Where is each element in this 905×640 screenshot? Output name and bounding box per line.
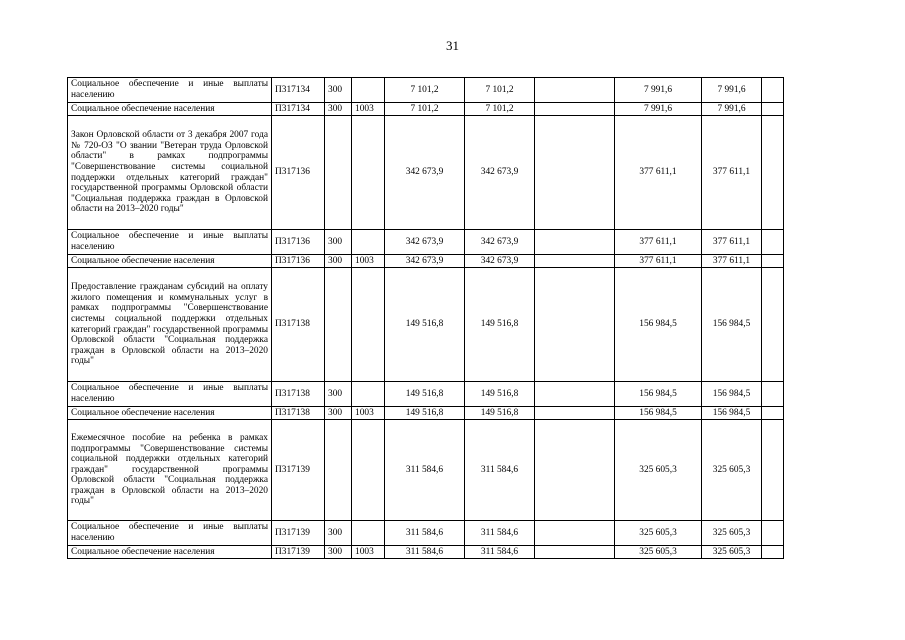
section-code-cell [352,78,385,103]
amount-cell-2: 7 101,2 [465,103,535,116]
target-article-code-cell: П317134 [272,103,325,116]
section-code-cell: 1003 [352,546,385,559]
amount-cell-3 [535,230,615,255]
amount-cell-1: 342 673,9 [385,255,465,268]
amount-cell-5: 7 991,6 [702,78,762,103]
target-article-code-cell: П317138 [272,407,325,420]
expense-type-cell [325,268,352,382]
section-code-cell: 1003 [352,103,385,116]
amount-cell-3 [535,407,615,420]
amount-cell-6 [762,521,784,546]
item-name-cell: Социальное обеспечение населения [68,546,272,559]
target-article-code-cell: П317139 [272,546,325,559]
amount-cell-6 [762,78,784,103]
amount-cell-5: 325 605,3 [702,546,762,559]
amount-cell-2: 311 584,6 [465,521,535,546]
expense-type-cell: 300 [325,230,352,255]
table-row [68,268,784,382]
amount-cell-2: 149 516,8 [465,268,535,382]
amount-cell-2: 342 673,9 [465,230,535,255]
item-name-cell: Закон Орловской области от 3 декабря 2007 года № 720-ОЗ "О звании "Ветеран труда Орловской области" в рамках подпрограммы "Совершенствование системы социальной поддержки отдельных категорий граждан" государственной программы Орловской области "Социальная поддержка граждан в Орловской области на 2013–2020 годы" [68,116,272,230]
amount-cell-2: 342 673,9 [465,116,535,230]
amount-cell-1: 311 584,6 [385,546,465,559]
expense-type-cell: 300 [325,521,352,546]
expense-type-cell: 300 [325,382,352,407]
amount-cell-5: 325 605,3 [702,420,762,521]
section-code-cell [352,116,385,230]
amount-cell-5: 377 611,1 [702,255,762,268]
amount-cell-3 [535,103,615,116]
amount-cell-3 [535,382,615,407]
amount-cell-3 [535,255,615,268]
amount-cell-1: 311 584,6 [385,521,465,546]
amount-cell-4: 156 984,5 [615,268,702,382]
expense-type-cell [325,116,352,230]
amount-cell-4: 7 991,6 [615,103,702,116]
amount-cell-1: 342 673,9 [385,116,465,230]
amount-cell-4: 325 605,3 [615,546,702,559]
section-code-cell [352,268,385,382]
amount-cell-1: 342 673,9 [385,230,465,255]
table-row [68,407,784,420]
section-code-cell [352,230,385,255]
expense-type-cell: 300 [325,546,352,559]
amount-cell-2: 7 101,2 [465,78,535,103]
item-name-cell: Ежемесячное пособие на ребенка в рамках подпрограммы "Совершенствование системы социальной поддержки отдельных категорий граждан" государственной программы Орловской области "Социальная поддержка граждан в Орловской области на 2013–2020 годы" [68,420,272,521]
amount-cell-6 [762,103,784,116]
table-row [68,230,784,255]
table-row [68,521,784,546]
expense-type-cell: 300 [325,255,352,268]
table-row [68,78,784,103]
item-name-cell: Социальное обеспечение населения [68,255,272,268]
amount-cell-1: 311 584,6 [385,420,465,521]
amount-cell-1: 149 516,8 [385,382,465,407]
section-code-cell [352,521,385,546]
target-article-code-cell: П317134 [272,78,325,103]
item-name-cell: Социальное обеспечение и иные выплаты населению [68,78,272,103]
section-code-cell: 1003 [352,255,385,268]
expense-type-cell: 300 [325,78,352,103]
amount-cell-4: 156 984,5 [615,382,702,407]
target-article-code-cell: П317139 [272,420,325,521]
amount-cell-2: 149 516,8 [465,382,535,407]
amount-cell-5: 7 991,6 [702,103,762,116]
page-number: 31 [446,38,459,53]
amount-cell-4: 377 611,1 [615,255,702,268]
amount-cell-5: 156 984,5 [702,407,762,420]
amount-cell-3 [535,116,615,230]
amount-cell-6 [762,420,784,521]
amount-cell-4: 325 605,3 [615,420,702,521]
target-article-code-cell: П317139 [272,521,325,546]
amount-cell-3 [535,420,615,521]
table-row [68,255,784,268]
amount-cell-2: 311 584,6 [465,420,535,521]
section-code-cell: 1003 [352,407,385,420]
amount-cell-4: 377 611,1 [615,116,702,230]
section-code-cell [352,420,385,521]
amount-cell-3 [535,268,615,382]
item-name-cell: Социальное обеспечение и иные выплаты населению [68,382,272,407]
amount-cell-6 [762,255,784,268]
item-name-cell: Социальное обеспечение и иные выплаты населению [68,521,272,546]
target-article-code-cell: П317138 [272,268,325,382]
amount-cell-1: 7 101,2 [385,78,465,103]
amount-cell-4: 377 611,1 [615,230,702,255]
expense-type-cell: 300 [325,407,352,420]
item-name-cell: Социальное обеспечение населения [68,407,272,420]
amount-cell-3 [535,521,615,546]
item-name-cell: Социальное обеспечение населения [68,103,272,116]
item-name-cell: Предоставление гражданам субсидий на оплату жилого помещения и коммунальных услуг в рамках подпрограммы "Совершенствование системы социальной поддержки отдельных категорий граждан" государственной программы Орловской области "Социальная поддержка граждан в Орловской области на 2013–2020 годы" [68,268,272,382]
amount-cell-4: 156 984,5 [615,407,702,420]
expense-type-cell [325,420,352,521]
amount-cell-6 [762,268,784,382]
amount-cell-6 [762,546,784,559]
target-article-code-cell: П317136 [272,230,325,255]
table-row [68,382,784,407]
table-row [68,546,784,559]
table-body [68,78,784,559]
amount-cell-1: 149 516,8 [385,407,465,420]
section-code-cell [352,382,385,407]
amount-cell-4: 325 605,3 [615,521,702,546]
amount-cell-3 [535,78,615,103]
amount-cell-2: 149 516,8 [465,407,535,420]
amount-cell-5: 156 984,5 [702,268,762,382]
amount-cell-6 [762,230,784,255]
table-row [68,420,784,521]
amount-cell-5: 156 984,5 [702,382,762,407]
amount-cell-1: 7 101,2 [385,103,465,116]
amount-cell-5: 377 611,1 [702,116,762,230]
item-name-cell: Социальное обеспечение и иные выплаты населению [68,230,272,255]
target-article-code-cell: П317136 [272,255,325,268]
amount-cell-5: 325 605,3 [702,521,762,546]
target-article-code-cell: П317136 [272,116,325,230]
expense-type-cell: 300 [325,103,352,116]
target-article-code-cell: П317138 [272,382,325,407]
table-row [68,103,784,116]
amount-cell-5: 377 611,1 [702,230,762,255]
amount-cell-4: 7 991,6 [615,78,702,103]
budget-table [67,77,784,559]
amount-cell-2: 311 584,6 [465,546,535,559]
table-row [68,116,784,230]
amount-cell-6 [762,382,784,407]
amount-cell-6 [762,407,784,420]
amount-cell-1: 149 516,8 [385,268,465,382]
amount-cell-3 [535,546,615,559]
amount-cell-2: 342 673,9 [465,255,535,268]
amount-cell-6 [762,116,784,230]
